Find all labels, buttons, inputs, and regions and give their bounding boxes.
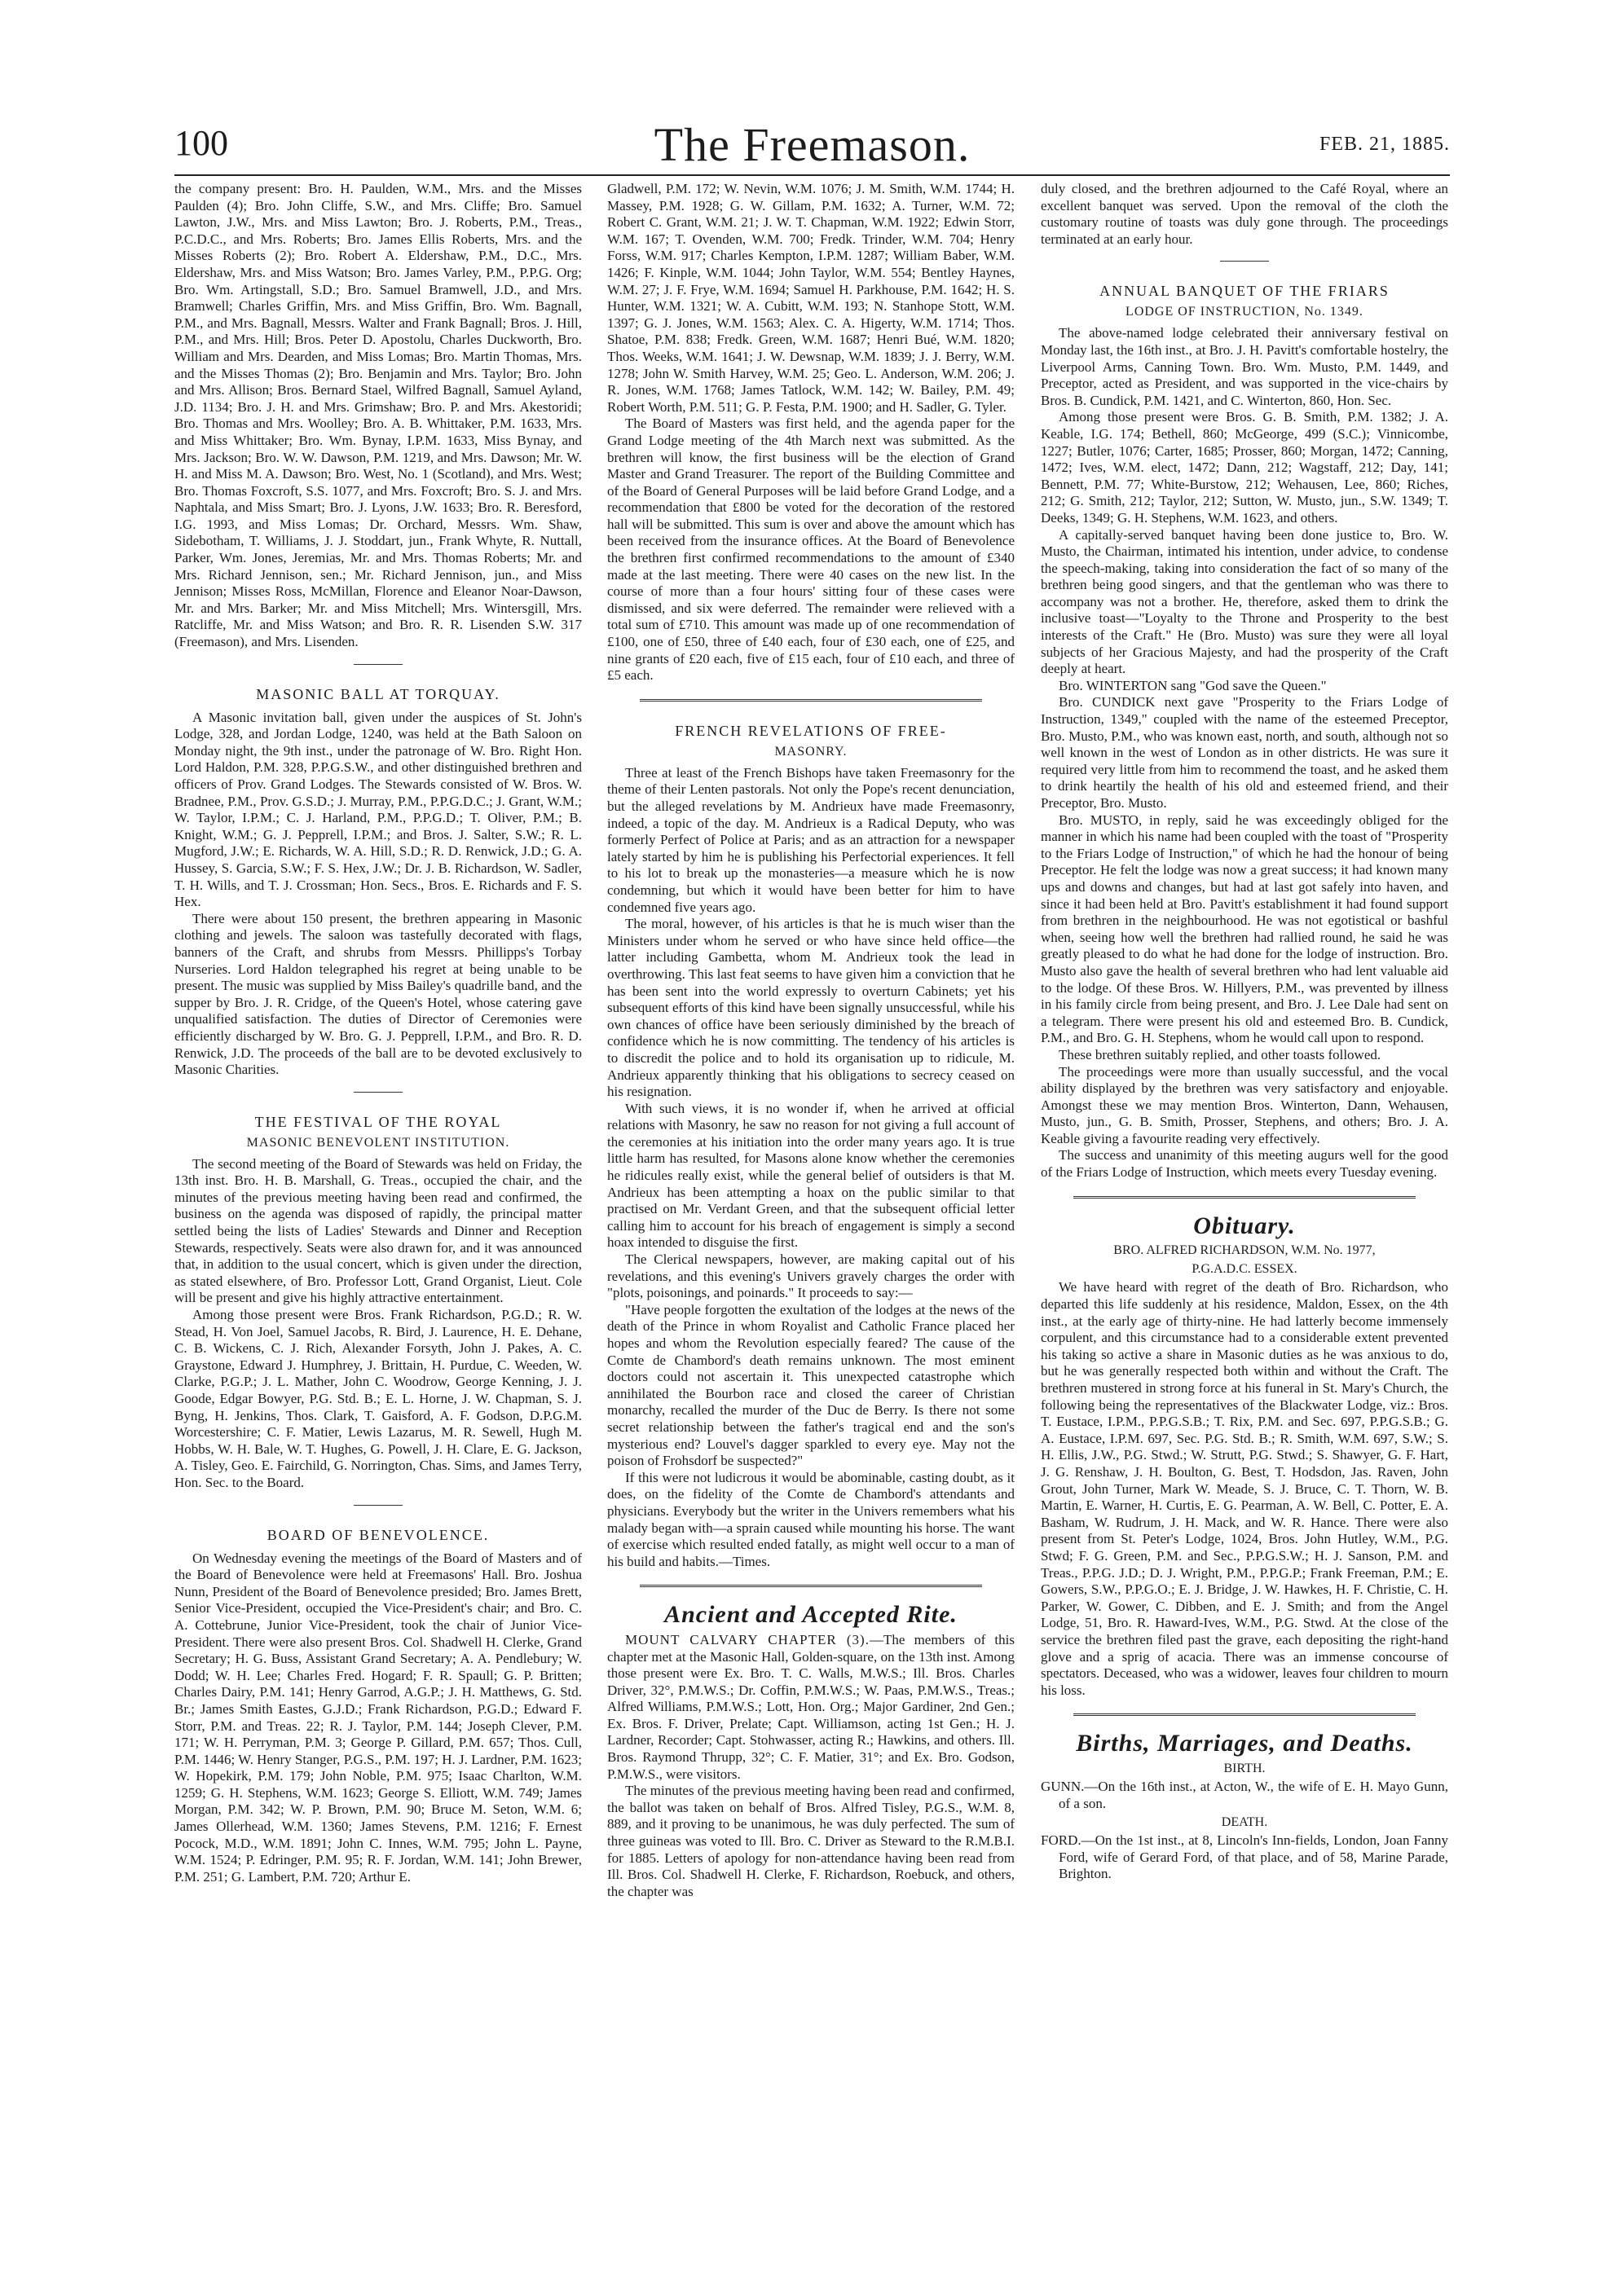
paragraph: The success and unanimity of this meeting augurs well for the good of the Friars Lodge of Instruction, which meets every Tuesday evening. xyxy=(1041,1147,1448,1181)
paragraph: Bro. CUNDICK next gave "Prosperity to the Friars Lodge of Instruction, 1349," coupled with the name of the esteemed Preceptor, Bro. Musto, P.M., who was known east, north, and south, although not so well known in the west of London as in other districts. He was sure it required very little from him to recommend the toast, and he asked them to drink heartily the health of his old and esteemed friend, and their Preceptor, Bro. Musto. xyxy=(1041,694,1448,811)
paragraph: A capitally-served banquet having been done justice to, Bro. W. Musto, the Chairman, intimated his intention, under advice, to condense the speech-making, taking into consideration the fact of so many of the brethren being good singers, and that the gentleman who was there to accompany was not a brother. He, therefore, asked them to drink the inclusive toast—"Loyalty to the Throne and Prosperity to the best interests of the Craft." He (Bro. Musto) was sure they were all loyal subjects of her Gracious Majesty, and had the prosperity of the Craft deeply at heart. xyxy=(1041,526,1448,677)
divider xyxy=(354,664,403,665)
paragraph: With such views, it is no wonder if, when he arrived at official relations with Masonry, he saw no reason for not giving a full account of the ceremonies at his initiation into the order many years ago. It is true little harm has resulted, for Masons alone know whether the ceremonies he ridicules really exist, while the general belief of outsiders is that M. Andrieux has been attempting a hoax on the public similar to that practised on Mr. Verdant Green, and that the subsequent official letter calling him to account for his breach of engagement is simply a second hoax intended to disguise the first. xyxy=(607,1100,1015,1251)
subheading-mount-calvary: MOUNT CALVARY CHAPTER (3). xyxy=(625,1631,870,1647)
paragraph: Three at least of the French Bishops have taken Freemasonry for the theme of their Lenten pastorals. Not only the Pope's recent denunciation, but the alleged revelations by M. Andrieux have made Freemasonry, indeed, a topic of the day. M. Andrieux is a Radical Deputy, who was formerly Perfect of Police at Paris; and as an attraction for a newspaper lately started by him he is publishing his Perfectorial experiences. It fell to his lot to break up the monasteries—a measure which he is now condemning, but which it would have been better for him to have condemned five years ago. xyxy=(607,764,1015,915)
birth-notice: GUNN.—On the 16th inst., at Acton, W., the wife of E. H. Mayo Gunn, of a son. xyxy=(1041,1779,1448,1812)
article-continuation: the company present: Bro. H. Paulden, W.M., Mrs. and the Misses Paulden (4); Bro. John Cliffe, S.W., and Mrs. Cliffe; Bro. Samuel Lawton, J.W., Mrs. and Miss Lawton; Bro. J. Roberts, P.M., Treas., P.C.D.C., and Mrs. Roberts; Bro. James Ellis Roberts, Mrs. and the Misses Roberts (2); Bro. Robert A. Eldershaw, P.M., D.C., Mrs. Eldershaw, Mrs. and Miss Watson; Bro. James Varley, P.M., P.P.G. Org; Bro. Wm. Artingstall, S.D.; Bro. Samuel Bramwell, J.D., and Mrs. Bramwell; Charles Griffin, Mrs. and Miss Griffin, Bro. Wm. Bagnall, P.M., and Mrs. Bagnall, Messrs. Walter and Frank Bagnall; Bros. J. Hill, P.M., and Mrs. Hill; Bros. Peter D. Apostolu, Charles Duckworth, Bro. William and Mrs. Dearden, and Miss Lomas; Bro. Martin Thomas, Mrs. and the Misses Thomas (2); Bro. Benjamin and Mrs. Taylor; Bro. John and Mrs. Allison; Bros. Bernard Stael, Wilfred Bagnall, Samuel Ayland, J.D. 1134; Bro. J. H. and Mrs. Grimshaw; Bro. P. and Mrs. Akestoridi; Bro. Thomas and Mrs. Woolley; Bro. A. B. Whittaker, P.M. 1633, Mrs. and Miss Whittaker; Bro. Wm. Bynay, I.P.M. 1633, Miss Bynay, and Mrs. Jackson; Bro. W. W. Dawson, P.M. 1219, and Mrs. Dawson; Mr. W. H. and Miss M. A. Dawson; Bro. West, No. 1 (Scotland), and Mrs. West; Bro. Thomas Foxcroft, S.S. 1077, and Mrs. Foxcroft; Bro. S. J. and Mrs. Naphtala, and Miss Smart; Bro. J. Lyons, J.W. 1633; Bro. R. Beresford, I.G. 1993, and Miss Lomas; Dr. Orchard, Messrs. Wm. Shaw, Sidebotham, T. Williams, J. J. Stoddart, jun., Frank Whyte, R. Nuttall, Parker, Wm. Jones, Jeremias, Mr. and Mrs. Thomas Roberts; Mr. and Mrs. Richard Jennison, sen.; Mr. Richard Jennison, jun., and Miss Jennison; Misses Ross, McMillan, Florence and Eleanor Noar-Dawson, Mr. and Mrs. Barker; Mr. and Miss Mitchell; Mrs. Wintersgill, Mrs. Ratcliffe, Mr. and Miss Watson; and Bro. R. R. Lisenden S.W. 317 (Freemason), and Mrs. Lisenden. xyxy=(174,181,582,650)
heading-french-revelations-line-2: MASONRY. xyxy=(774,744,848,759)
divider xyxy=(1220,261,1269,262)
obituary-name: BRO. ALFRED RICHARDSON, W.M. No. 1977, xyxy=(1113,1243,1376,1258)
double-divider xyxy=(1073,1713,1416,1716)
paragraph: The above-named lodge celebrated their anniversary festival on Monday last, the 16th inst., at Bro. J. H. Pavitt's comfortable hostelry, the Liverpool Arms, Canning Town. Bro. Wm. Musto, P.M. 1449, and Preceptor, acted as President, and was supported in the vice-chairs by Bros. B. Cundick, P.M. 1421, and C. Winterton, 860, Hon. Sec. xyxy=(1041,325,1448,408)
page-number: 100 xyxy=(174,123,228,163)
heading-festival-line-2: MASONIC BENEVOLENT INSTITUTION. xyxy=(246,1135,510,1150)
heading-french-revelations-line-1: FRENCH REVELATIONS OF FREE- xyxy=(675,722,947,739)
divider xyxy=(354,1505,403,1506)
paragraph: The Clerical newspapers, however, are making capital out of his revelations, and this evening's Univers gravely charges the order with "plots, poisonings, and poinards." It proceeds to say:— xyxy=(607,1251,1015,1301)
death-notice: FORD.—On the 1st inst., at 8, Lincoln's Inn-fields, London, Joan Fanny Ford, wife of Gerard Ford, of that place, and of 58, Marine Parade, Brighton. xyxy=(1041,1832,1448,1882)
heading-obituary: Obituary. xyxy=(1193,1212,1296,1239)
paragraph: We have heard with regret of the death of Bro. Richardson, who departed this life suddenly at his residence, Maldon, Essex, on the 4th inst., at the early age of thirty-nine. He had latterly become immensely corpulent, and this circumstance had to a considerable extent prevented his taking so active a share in Masonic duties as he was anxious to do, but he was generally respected both within and without the Craft. The brethren mustered in strong force at his funeral in St. Mary's Church, the following being the representatives of the Blackwater Lodge, viz.: Bros. T. Eustace, I.P.M., P.P.G.S.B.; T. Rix, P.M. and Sec. 697, P.P.G.S.B.; G. A. Eustace, I.P.M. 697, Sec. P.G. Std. B.; R. Smith, W.M. 697, S.W.; S. H. Ellis, J.W., P.G. Stwd.; W. Strutt, P.G. Stwd.; S. Shawyer, G. F. Hart, J. G. Renshaw, J. H. Boulton, G. Best, T. Hodsdon, Jas. Raven, John Grout, John Turner, Mark W. Meade, S. J. Bruce, C. T. Thorn, W. B. Martin, E. Warner, H. Curtis, E. G. Pearman, A. W. Bell, C. Potter, E. A. Basham, W. Rudrum, J. H. Mack, and W. R. Hance. There were also present from St. Peter's Lodge, 1024, Bros. John Hutley, W.M., P.G. Stwd; F. G. Green, P.M. and Sec., P.P.G.S.W.; H. J. Sanson, P.M. and Treas., P.P.G. J.D.; D. J. Wright, P.M., P.P.G.P.; Frank Freeman, P.M.; E. Gowers, S.W., P.P.G.O.; E. J. Bridge, J. W. Hawkes, H. F. Christie, C. H. Parker, W. Gower, C. Dibben, and E. J. Smith; and from the Angel Lodge, 51, Bro. R. Haward-Ives, W.M., P.G. Stwd. At the close of the service the brethren filed past the grave, each depositing the right-hand glove and a sprig of acacia. There was an immense concourse of spectators. Deceased, who was a widower, leaves four children to mourn his loss. xyxy=(1041,1279,1448,1698)
double-divider xyxy=(640,1585,982,1587)
divider xyxy=(354,1092,403,1093)
paragraph: Bro. WINTERTON sang "God save the Queen." xyxy=(1059,677,1327,693)
paragraph: On Wednesday evening the meetings of the Board of Masters and of the Board of Benevolence were held at Freemasons' Hall. Bro. Joshua Nunn, President of the Board of Benevolence presided; Bro. James Brett, Senior Vice-President, occupied the Vice-President's chair; and Bro. C. A. Cottebrune, Junior Vice-President, took the chair of Junior Vice-President. There were also present Bros. Col. Shadwell H. Clerke, Grand Secretary; H. G. Buss, Assistant Grand Secretary; A. A. Pendlebury; W. Dodd; W. H. Lee; Charles Fred. Hogard; F. R. Spaull; G. P. Britten; Charles Dairy, P.M. 141; Henry Garrod, A.G.P.; J. H. Matthews, G. Std. Br.; James Smith Eastes, G.J.D.; Frank Richardson, P.G.D.; Edward F. Storr, P.M. and Treas. 22; R. J. Taylor, P.M. 144; Joseph Clever, P.M. 171; W. H. Perryman, P.M. 3; George P. Gillard, P.M. 657; Thos. Cull, P.M. 1446; W. Henry Stanger, P.G.S., P.M. 197; H. J. Lardner, P.M. 1623; W. Hopekirk, P.M. 179; John Noble, P.M. 975; Isaac Charlton, W.M. 1259; G. H. Stephens, W.M. 1623; George S. Elliott, W.M. 749; James Morgan, P.M. 342; W. P. Brown, P.M. 90; Bruce M. Seton, W.M. 6; James Ollerhead, W.M. 1360; James Stevens, P.M. 1216; F. Ernest Pocock, M.D., W.M. 1891; John C. Innes, W.M. 795; John L. Payne, W.M. 1524; P. Edringer, P.M. 95; R. F. Jordan, W.M. 141; John Brewer, P.M. 251; G. Lambert, P.M. 720; Arthur E. xyxy=(174,1550,582,1885)
paragraph: If this were not ludicrous it would be abominable, casting doubt, as it does, on the fidelity of the Comte de Chambord's attendants and physicians. Everybody but the writer in the Univers remembers what his malady began with—a sprain caused while mounting his horse. The want of exercise which resulted ended fatally, as might well occur to a man of his build and habits.—Times. xyxy=(607,1469,1015,1569)
heading-friars-banquet-line-1: ANNUAL BANQUET OF THE FRIARS xyxy=(1099,283,1390,300)
paragraph: The Board of Masters was first held, and the agenda paper for the Grand Lodge meeting of the 4th March next was submitted. As the brethren will know, the first business will be the election of Grand Master and Grand Treasurer. The report of the Building Committee and of the Board of General Purposes will be laid before Grand Lodge, and a recommendation that £800 be voted for the decoration of the restored hall will be submitted. This sum is over and above the amount which has been received from the insurance offices. At the Board of Benevolence the brethren first confirmed recommendations to the amount of £340 made at the last meeting. There were 40 cases on the new list. In the course of more than a four hours' sitting four of these cases were dismissed, and six were deferred. The remainder were relieved with a total sum of £710. This amount was made up of one recommendation of £100, one of £50, three of £40 each, four of £30 each, one of £25, and nine grants of £20 each, five of £15 each, four of £10 each, and three of £5 each. xyxy=(607,416,1015,684)
header-rule xyxy=(174,174,1450,176)
column-3 xyxy=(1041,181,1448,2055)
paragraph: There were about 150 present, the brethren appearing in Masonic clothing and jewels. The saloon was tastefully decorated with flags, banners of the Craft, and shrubs from Messrs. Phillipps's Torbay Nurseries. Lord Haldon telegraphed his regret at being unable to be present. The music was supplied by Miss Bailey's quadrille band, and the supper by Bro. J. R. Cridge, of the Queen's Hotel, whose catering gave unqualified satisfaction. The duties of Director of Ceremonies were efficiently discharged by W. Bro. G. J. Pepprell, I.P.M., and Bro. R. D. Renwick, J.D. The proceeds of the ball are to be devoted exclusively to Masonic Charities. xyxy=(174,910,582,1078)
double-divider xyxy=(640,699,982,702)
paragraph: The minutes of the previous meeting having been read and confirmed, the ballot was taken on behalf of Bros. Alfred Tisley, P.G.S., W.M. 8, 889, and it proving to be unanimous, he was duly perfected. The sum of three guineas was voted to Ill. Bro. C. Driver as Steward to the R.M.B.I. for 1885. Letters of apology for non-attendance having been read from Ill. Bros. Col. Shadwell H. Clerke, F. Richardson, Roebuck, and others, the chapter was xyxy=(607,1783,1015,1899)
paragraph: Bro. MUSTO, in reply, said he was exceedingly obliged for the manner in which his name had been coupled with the toast of "Prosperity to the Friars Lodge of Instruction," of which he had the honour of being Preceptor. He felt the lodge was now a great success; it had known many ups and downs and changes, but had at last got safely into haven, and since it had been held at Bro. Pavitt's establishment it had found support from brethren in the neighbourhood. He was not egotistical or bashful when, seeing how well the brethren had rallied round, he said he was greatly pleased to do what he had done for the lodge of instruction. Bro. Musto also gave the health of several brethren who had lent valuable aid to the lodge. Of these Bros. W. Hillyers, P.M., was prevented by illness in his family circle from being present, and Bro. J. Lee Dale had sent on a telegram. There were present his old and esteemed Bro. B. Cundick, P.M., and Bro. G. H. Stephens, whom he would call upon to respond. xyxy=(1041,812,1448,1046)
paragraph: The moral, however, of his articles is that he is much wiser than the Ministers under whom he served or who have since held office—the latter including Gambetta, whom M. Andrieux took the lead in overthrowing. This last feat seems to have given him a conviction that he has been sent into the world expressly to overturn Cabinets; yet his subsequent efforts of this kind have been signally unsuccessful, while his own chances of office have been seriously diminished by the breach of confidence which he is now committing. The tendency of his articles is to discredit the police and to hold its organisation up to ridicule, M. Andrieux apparently thinking that his obligations to secrecy ceased on his resignation. xyxy=(607,916,1015,1100)
paragraph: Among those present were Bros. Frank Richardson, P.G.D.; R. W. Stead, H. Von Joel, Samuel Jacobs, R. Bird, J. Laurence, H. E. Dehane, C. B. Wickens, C. J. Rich, Alexander Forsyth, John J. Pakes, A. C. Graystone, Edward J. Humphrey, J. Brittain, H. Purdue, C. Weeden, W. Clarke, P.G.P.; J. L. Mather, John C. Woodrow, George Kenning, J. J. Goode, Edgar Bowyer, P.G. Std. B.; E. L. Horne, J. W. Chapman, S. J. Byng, H. Jenkins, Thos. Clark, T. Gaisford, A. F. Godson, D.P.G.M. Worcestershire; C. F. Matier, Lewis Lazarus, M. R. Sewell, Hugh M. Hobbs, W. H. Bale, W. T. Hughes, G. Powell, J. H. Clare, E. G. Jackson, A. Tisley, Geo. E. Fairchild, G. Norrington, Chas. Sims, and James Terry, Hon. Sec. to the Board. xyxy=(174,1307,582,1490)
article-continuation: duly closed, and the brethren adjourned to the Café Royal, where an excellent banquet was served. Upon the removal of the cloth the customary routine of toasts was duly gone through. The proceedings terminated at an early hour. xyxy=(1041,181,1448,247)
paragraph-text: —The members of this chapter met at the Masonic Hall, Golden-square, on the 13th inst. Among those present were Ex. Bro. T. C. Walls, M.W.S.; Ill. Bros. Charles Driver, 32°, P.M.W.S.; Dr. Coffin, P.M.W.S.; W. Paas, P.M.W.S., Treas.; Alfred Williams, P.M.W.S.; Lott, Hon. Org.; Major Gardiner, 2nd Gen.; Ex. Bros. F. Driver, Prelate; Capt. Williamson, acting 1st Gen.; H. J. Lardner, Recorder; Capt. Stohwasser, acting R.; Hawkins, and others. Ill. Bros. Raymond Thrupp, 32°; C. F. Matier, 31°; and Ex. Bro. Godson, P.M.W.S., were visitors. xyxy=(607,1631,1015,1782)
heading-masonic-ball-torquay: MASONIC BALL AT TORQUAY. xyxy=(256,685,500,702)
masthead-title: The Freemason. xyxy=(654,118,971,171)
heading-ancient-accepted-rite: Ancient and Accepted Rite. xyxy=(664,1601,958,1629)
double-divider xyxy=(1073,1196,1416,1199)
death-heading: DEATH. xyxy=(1221,1814,1268,1829)
paragraph: The proceedings were more than usually successful, and the vocal ability displayed by the brethren was very satisfactory and enjoyable. Amongst these we may mention Bros. Winterton, Dann, Wehausen, Musto, jun., G. B. Smith, Prosser, Stephens, and others; Bro. J. A. Keable giving a favourite reading very effectively. xyxy=(1041,1063,1448,1146)
paragraph: The second meeting of the Board of Stewards was held on Friday, the 13th inst. Bro. H. B. Marshall, G. Treas., occupied the chair, and the minutes of the previous meeting having been read and confirmed, the business on the agenda was disposed of rapidly, the principal matter settled being the lists of Ladies' Stewards and Dinner and Reception Stewards, respectively. Seats were also drawn for, and it was announced that, in addition to the usual concert, which is given under the direction, as stated elsewhere, of Bro. Professor Lott, Grand Organist, Lieut. Cole will be present and give his highly attractive entertainment. xyxy=(174,1155,582,1306)
heading-festival-line-1: THE FESTIVAL OF THE ROYAL xyxy=(254,1113,502,1130)
heading-births-marriages-deaths: Births, Marriages, and Deaths. xyxy=(1076,1730,1413,1757)
column-2 xyxy=(607,181,1015,2055)
paragraph xyxy=(607,1632,1015,1783)
paragraph: A Masonic invitation ball, given under the auspices of St. John's Lodge, 328, and Jordan Lodge, 1240, was held at the Bath Saloon on Monday night, the 9th inst., under the patronage of W. Bro. Right Hon. Lord Haldon, P.M. 328, P.P.G.S.W., and other distinguished brethren and officers of Prov. Grand Lodges. The Stewards consisted of W. Bros. W. Bradnee, P.M., Prov. G.S.D.; J. Murray, P.M., P.P.G.D.C.; J. Grant, W.M.; W. Taylor, I.P.M.; C. J. Harland, P.M., P.P.G.D.; T. Oliver, P.M.; B. Knight, W.M.; G. J. Pepprell, I.P.M.; and Bros. J. Salter, S.W.; R. L. Mugford, J.W.; E. Richards, W. A. Hill, S.D.; R. D. Renwick, J.D.; G. A. Hussey, S. Garcia, S.W.; F. S. Hex, J.W.; Dr. J. B. Richardson, W. Sadler, T. H. Wills, and T. J. Crossman; Hon. Secs., Bros. E. Richards and F. S. Hex. xyxy=(174,709,582,910)
paragraph: Among those present were Bros. G. B. Smith, P.M. 1382; J. A. Keable, I.G. 174; Bethell, 860; McGeorge, 499 (S.C.); Vinnicombe, 1227; Butler, 1076; Carter, 1685; Prosser, 860; Morgan, 1472; Canning, 1472; Ives, W.M. elect, 1472; Dann, 212; Wagstaff, 212; Day, 141; Bennett, P.M. 77; White-Burstow, 212; Wehausen, Lee, 860; Riches, 212; G. Smith, 212; Taylor, 212; Sutton, W. Musto, jun., S.W. 1349; T. Deeks, 1349; G. H. Stephens, W.M. 1623, and others. xyxy=(1041,409,1448,526)
issue-date: FEB. 21, 1885. xyxy=(1319,134,1450,155)
page-header xyxy=(174,118,1450,176)
quotation: "Have people forgotten the exultation of the lodges at the news of the death of the Prince in whom Royalist and Catholic France placed her hopes and whom the Revolution especially feared? The cause of the Comte de Chambord's death remains unknown. The most eminent doctors could not ascertain it. This unexpected catastrophe which annihilated the Bourbon race and closed the career of Christian monarchy, recalled the murder of the Duc de Berry. Is there not some secret relationship between the father's tragical end and the son's mysterious end? Louvel's dagger sparkled to every eye. May not the poison of Frohsdorf be suspected?" xyxy=(607,1301,1015,1469)
column-1 xyxy=(174,181,582,2055)
birth-heading: BIRTH. xyxy=(1223,1761,1266,1775)
heading-board-of-benevolence: BOARD OF BENEVOLENCE. xyxy=(266,1526,490,1543)
obituary-rank: P.G.A.D.C. ESSEX. xyxy=(1192,1261,1297,1276)
article-continuation: Gladwell, P.M. 172; W. Nevin, W.M. 1076; J. M. Smith, W.M. 1744; H. Massey, P.M. 1928; G. W. Gillam, P.M. 1632; A. Turner, W.M. 72; Robert C. Grant, W.M. 21; J. W. T. Chapman, W.M. 1922; Edwin Storr, W.M. 167; T. Ovenden, W.M. 700; Fredk. Trinder, W.M. 704; Henry Forss, W.M. 917; Charles Kempton, I.P.M. 1287; William Baber, W.M. 1426; F. Kinple, W.M. 1044; John Taylor, W.M. 554; Bentley Haynes, W.M. 27; J. F. Frye, W.M. 1694; Samuel H. Parkhouse, P.M. 1642; H. S. Hunter, W.M. 1321; W. A. Cubitt, W.M. 193; N. Stanhope Stott, W.M. 1397; G. J. Jones, W.M. 1563; Alex. C. A. Higerty, W.M. 1714; Thos. Shatoe, P.M. 838; Fredk. Green, W.M. 1687; Henri Bué, W.M. 1820; Thos. Weeks, W.M. 1641; J. W. Dewsnap, W.M. 1839; J. J. Berry, W.M. 1278; John W. Smith Harvey, W.M. 25; Geo. L. Anderson, W.M. 206; J. R. Jones, W.M. 1768; James Tatlock, W.M. 142; W. Bailey, P.M. 49; Robert Worth, P.M. 511; G. P. Festa, P.M. 1900; and H. Sadler, G. Tyler. xyxy=(607,181,1015,415)
heading-friars-banquet-line-2: LODGE OF INSTRUCTION, No. 1349. xyxy=(1125,305,1363,319)
paragraph: These brethren suitably replied, and other toasts followed. xyxy=(1059,1046,1381,1062)
